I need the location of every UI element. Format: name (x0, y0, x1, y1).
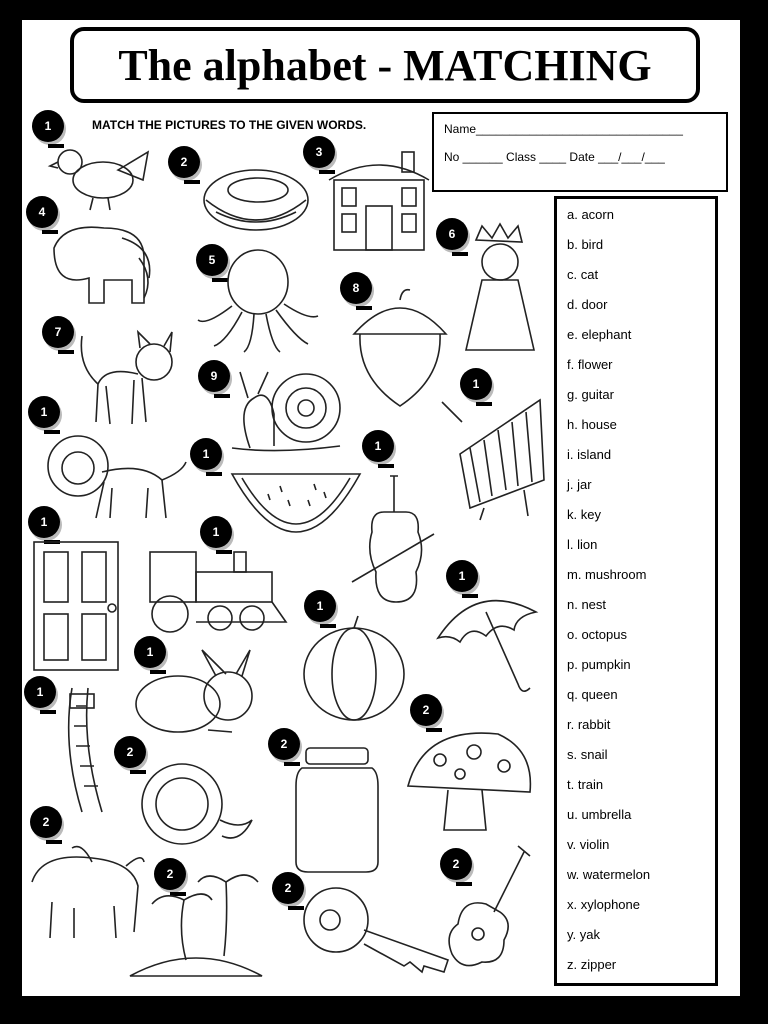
number-badge: 2 (154, 858, 186, 890)
class-date-field[interactable]: No ______ Class ____ Date ___/___/___ (444, 150, 665, 164)
number-badge: 2 (440, 848, 472, 880)
number-badge: 8 (340, 272, 372, 304)
word-item: u. umbrella (567, 807, 632, 822)
word-item: g. guitar (567, 387, 614, 402)
number-badge: 3 (303, 136, 335, 168)
word-item: v. violin (567, 837, 610, 852)
word-item: p. pumpkin (567, 657, 631, 672)
instruction-text: MATCH THE PICTURES TO THE GIVEN WORDS. (92, 118, 367, 132)
door-icon (32, 540, 120, 672)
octopus-icon (196, 246, 320, 356)
flower-icon (130, 760, 256, 856)
number-badge: 1 (190, 438, 222, 470)
house-icon (324, 150, 434, 260)
word-item: q. queen (567, 687, 618, 702)
acorn-icon (350, 288, 450, 410)
word-item: e. elephant (567, 327, 632, 342)
guitar-icon (444, 842, 532, 970)
number-badge: 7 (42, 316, 74, 348)
number-badge: 1 (304, 590, 336, 622)
pumpkin-icon (300, 614, 408, 724)
word-item: i. island (567, 447, 612, 462)
word-item: b. bird (567, 237, 604, 252)
number-badge: 1 (28, 396, 60, 428)
number-badge: 1 (362, 430, 394, 462)
student-info-box (432, 112, 728, 192)
elephant-icon (44, 218, 156, 314)
number-badge: 4 (26, 196, 58, 228)
number-badge: 9 (198, 360, 230, 392)
word-item: m. mushroom (567, 567, 647, 582)
train-icon (140, 542, 288, 634)
word-item: h. house (567, 417, 617, 432)
number-badge: 5 (196, 244, 228, 276)
word-item: o. octopus (567, 627, 627, 642)
word-item: w. watermelon (567, 867, 651, 882)
word-item: k. key (567, 507, 601, 522)
word-item: l. lion (567, 537, 598, 552)
number-badge: 2 (30, 806, 62, 838)
word-item: f. flower (567, 357, 613, 372)
mushroom-icon (404, 730, 534, 834)
number-badge: 1 (200, 516, 232, 548)
number-badge: 2 (272, 872, 304, 904)
number-badge: 2 (410, 694, 442, 726)
number-badge: 1 (460, 368, 492, 400)
word-item: r. rabbit (567, 717, 611, 732)
word-item: d. door (567, 297, 608, 312)
island-icon (128, 860, 264, 984)
bird-icon (48, 140, 158, 215)
snail-icon (228, 368, 344, 460)
queen-icon (456, 220, 540, 358)
word-item: n. nest (567, 597, 607, 612)
violin-icon (350, 472, 436, 608)
word-list-box (554, 196, 718, 986)
nest-icon (196, 160, 316, 245)
word-item: t. train (567, 777, 604, 792)
word-item: c. cat (567, 267, 599, 282)
number-badge: 1 (446, 560, 478, 592)
watermelon-icon (228, 470, 364, 544)
zipper-icon (52, 686, 124, 814)
xylophone-icon (440, 392, 548, 522)
number-badge: 1 (24, 676, 56, 708)
word-item: j. jar (567, 477, 592, 492)
key-icon (300, 880, 452, 976)
page-title: The alphabet - MATCHING (118, 40, 652, 90)
number-badge: 2 (168, 146, 200, 178)
number-badge: 1 (28, 506, 60, 538)
lion-icon (42, 432, 190, 522)
umbrella-icon (436, 590, 540, 698)
number-badge: 2 (114, 736, 146, 768)
rabbit-icon (132, 648, 266, 738)
word-item: y. yak (567, 927, 600, 942)
word-item: x. xylophone (567, 897, 640, 912)
word-item: z. zipper (567, 957, 617, 972)
word-item: a. acorn (567, 207, 614, 222)
title-box (70, 27, 700, 103)
word-item: s. snail (567, 747, 608, 762)
number-badge: 6 (436, 218, 468, 250)
jar-icon (292, 746, 382, 874)
number-badge: 1 (134, 636, 166, 668)
cat-icon (76, 326, 180, 428)
number-badge: 1 (32, 110, 64, 142)
number-badge: 2 (268, 728, 300, 760)
name-field[interactable]: Name_______________________________ (444, 122, 683, 136)
